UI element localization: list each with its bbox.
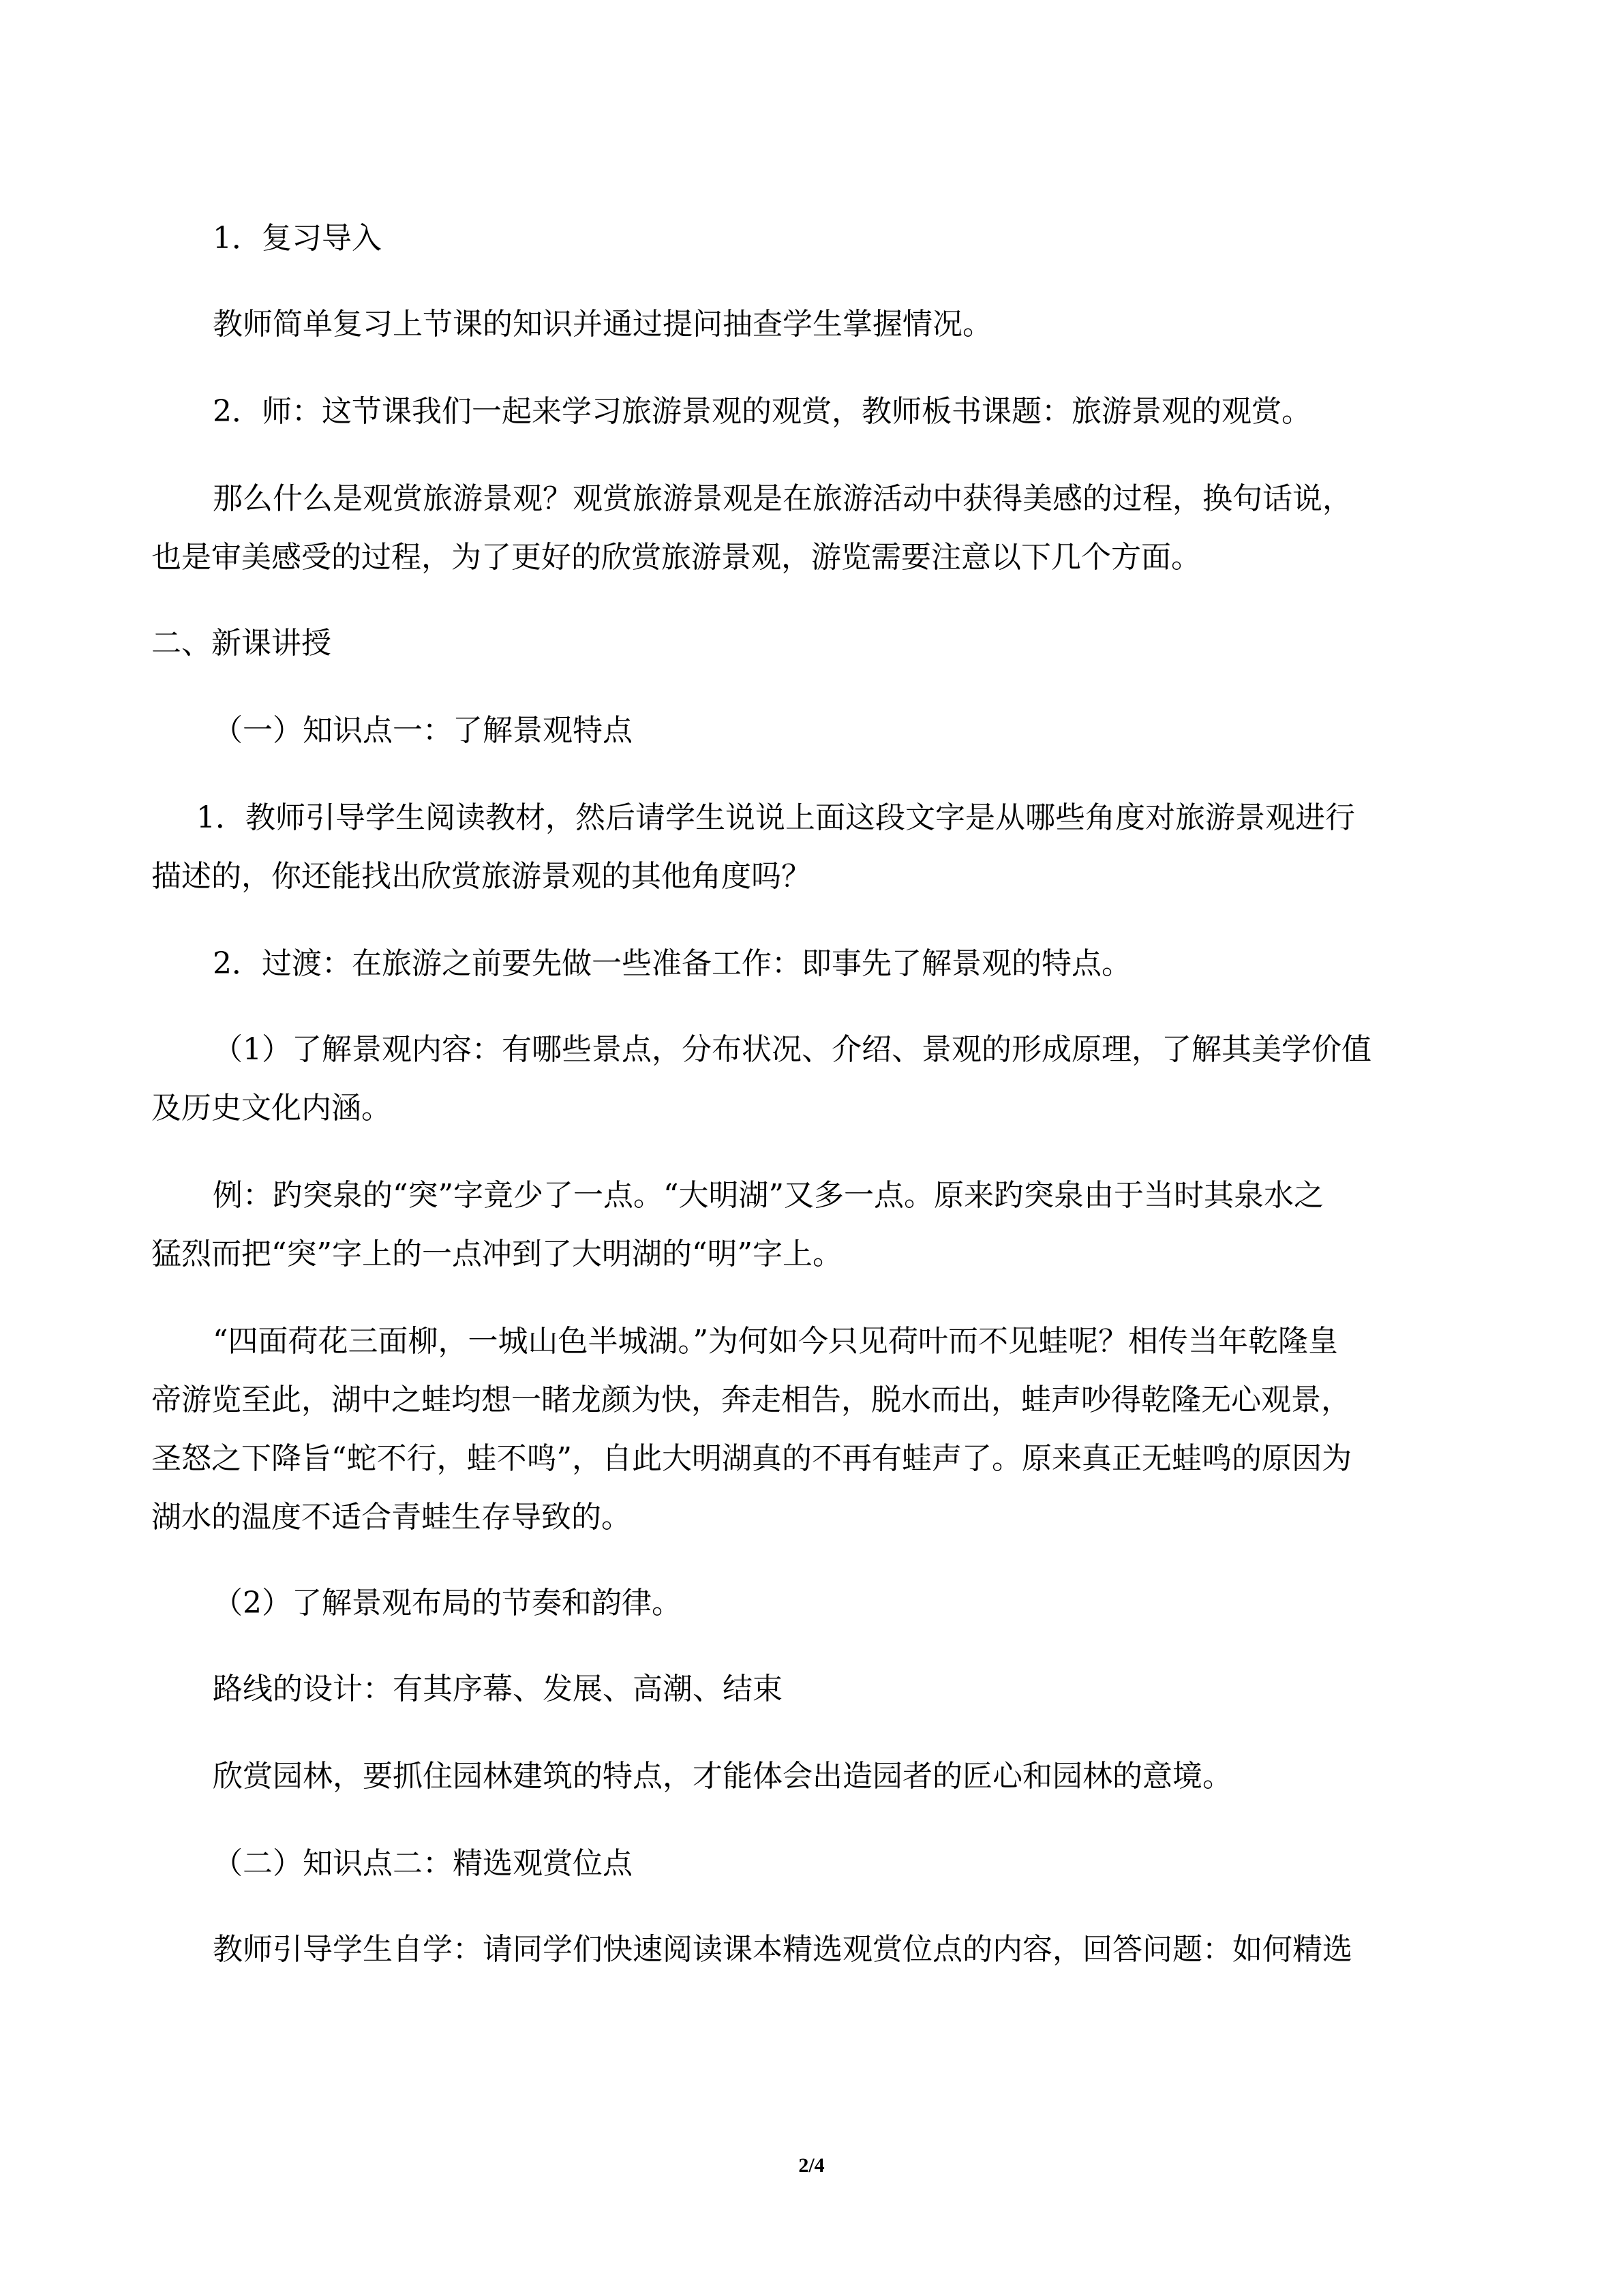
paragraph-line: 2．师：这节课我们一起来学习旅游景观的观赏，教师板书课题：旅游景观的观赏。 (213, 394, 1311, 429)
page-number: 2/4 (798, 2154, 825, 2177)
paragraph-line: 那么什么是观赏旅游景观？观赏旅游景观是在旅游活动中获得美感的过程，换句话说， (213, 481, 1352, 516)
paragraph-line: 2．过渡：在旅游之前要先做一些准备工作：即事先了解景观的特点。 (213, 946, 1132, 981)
paragraph-line: 欣赏园林，要抓住园林建筑的特点，才能体会出造园者的匠心和园林的意境。 (213, 1759, 1232, 1794)
paragraph-line: 帝游览至此，湖中之蛙均想一睹龙颜为快，奔走相告，脱水而出，蛙声吵得乾隆无心观景， (151, 1383, 1351, 1417)
paragraph-line: “四面荷花三面柳，一城山色半城湖。”为何如今只见荷叶而不见蛙呢？相传当年乾隆皇 (213, 1324, 1338, 1359)
paragraph-line: 例：趵突泉的“突”字竟少了一点。“大明湖”又多一点。原来趵突泉由于当时其泉水之 (213, 1178, 1324, 1213)
subsection-heading: （二）知识点二：精选观赏位点 (213, 1846, 633, 1881)
paragraph-line: （1）了解景观内容：有哪些景点，分布状况、介绍、景观的形成原理，了解其美学价值 (213, 1032, 1371, 1067)
paragraph-line: 湖水的温度不适合青蛙生存导致的。 (151, 1500, 631, 1535)
subsection-heading: （2）了解景观布局的节奏和韵律。 (213, 1586, 682, 1620)
paragraph-line: 也是审美感受的过程，为了更好的欣赏旅游景观，游览需要注意以下几个方面。 (151, 540, 1201, 575)
paragraph-line: 猛烈而把“突”字上的一点冲到了大明湖的“明”字上。 (151, 1237, 843, 1271)
paragraph-line: 圣怒之下降旨“蛇不行，蛙不鸣”，自此大明湖真的不再有蛙声了。原来真正无蛙鸣的原因为 (151, 1441, 1352, 1476)
section-heading: 二、新课讲授 (151, 626, 331, 661)
paragraph-line: 1．教师引导学生阅读教材，然后请学生说说上面这段文字是从哪些角度对旅游景观进行 (196, 800, 1355, 835)
subsection-heading: （一）知识点一：了解景观特点 (213, 713, 633, 748)
paragraph-line: 教师引导学生自学：请同学们快速阅读课本精选观赏位点的内容，回答问题：如何精选 (213, 1932, 1352, 1967)
paragraph-line: 描述的，你还能找出欣赏旅游景观的其他角度吗？ (151, 859, 811, 894)
paragraph-line: 及历史文化内涵。 (151, 1091, 391, 1126)
paragraph-line: 教师简单复习上节课的知识并通过提问抽查学生掌握情况。 (213, 307, 992, 342)
paragraph-line: 1．复习导入 (213, 221, 382, 256)
paragraph-line: 路线的设计：有其序幕、发展、高潮、结束 (213, 1672, 783, 1706)
